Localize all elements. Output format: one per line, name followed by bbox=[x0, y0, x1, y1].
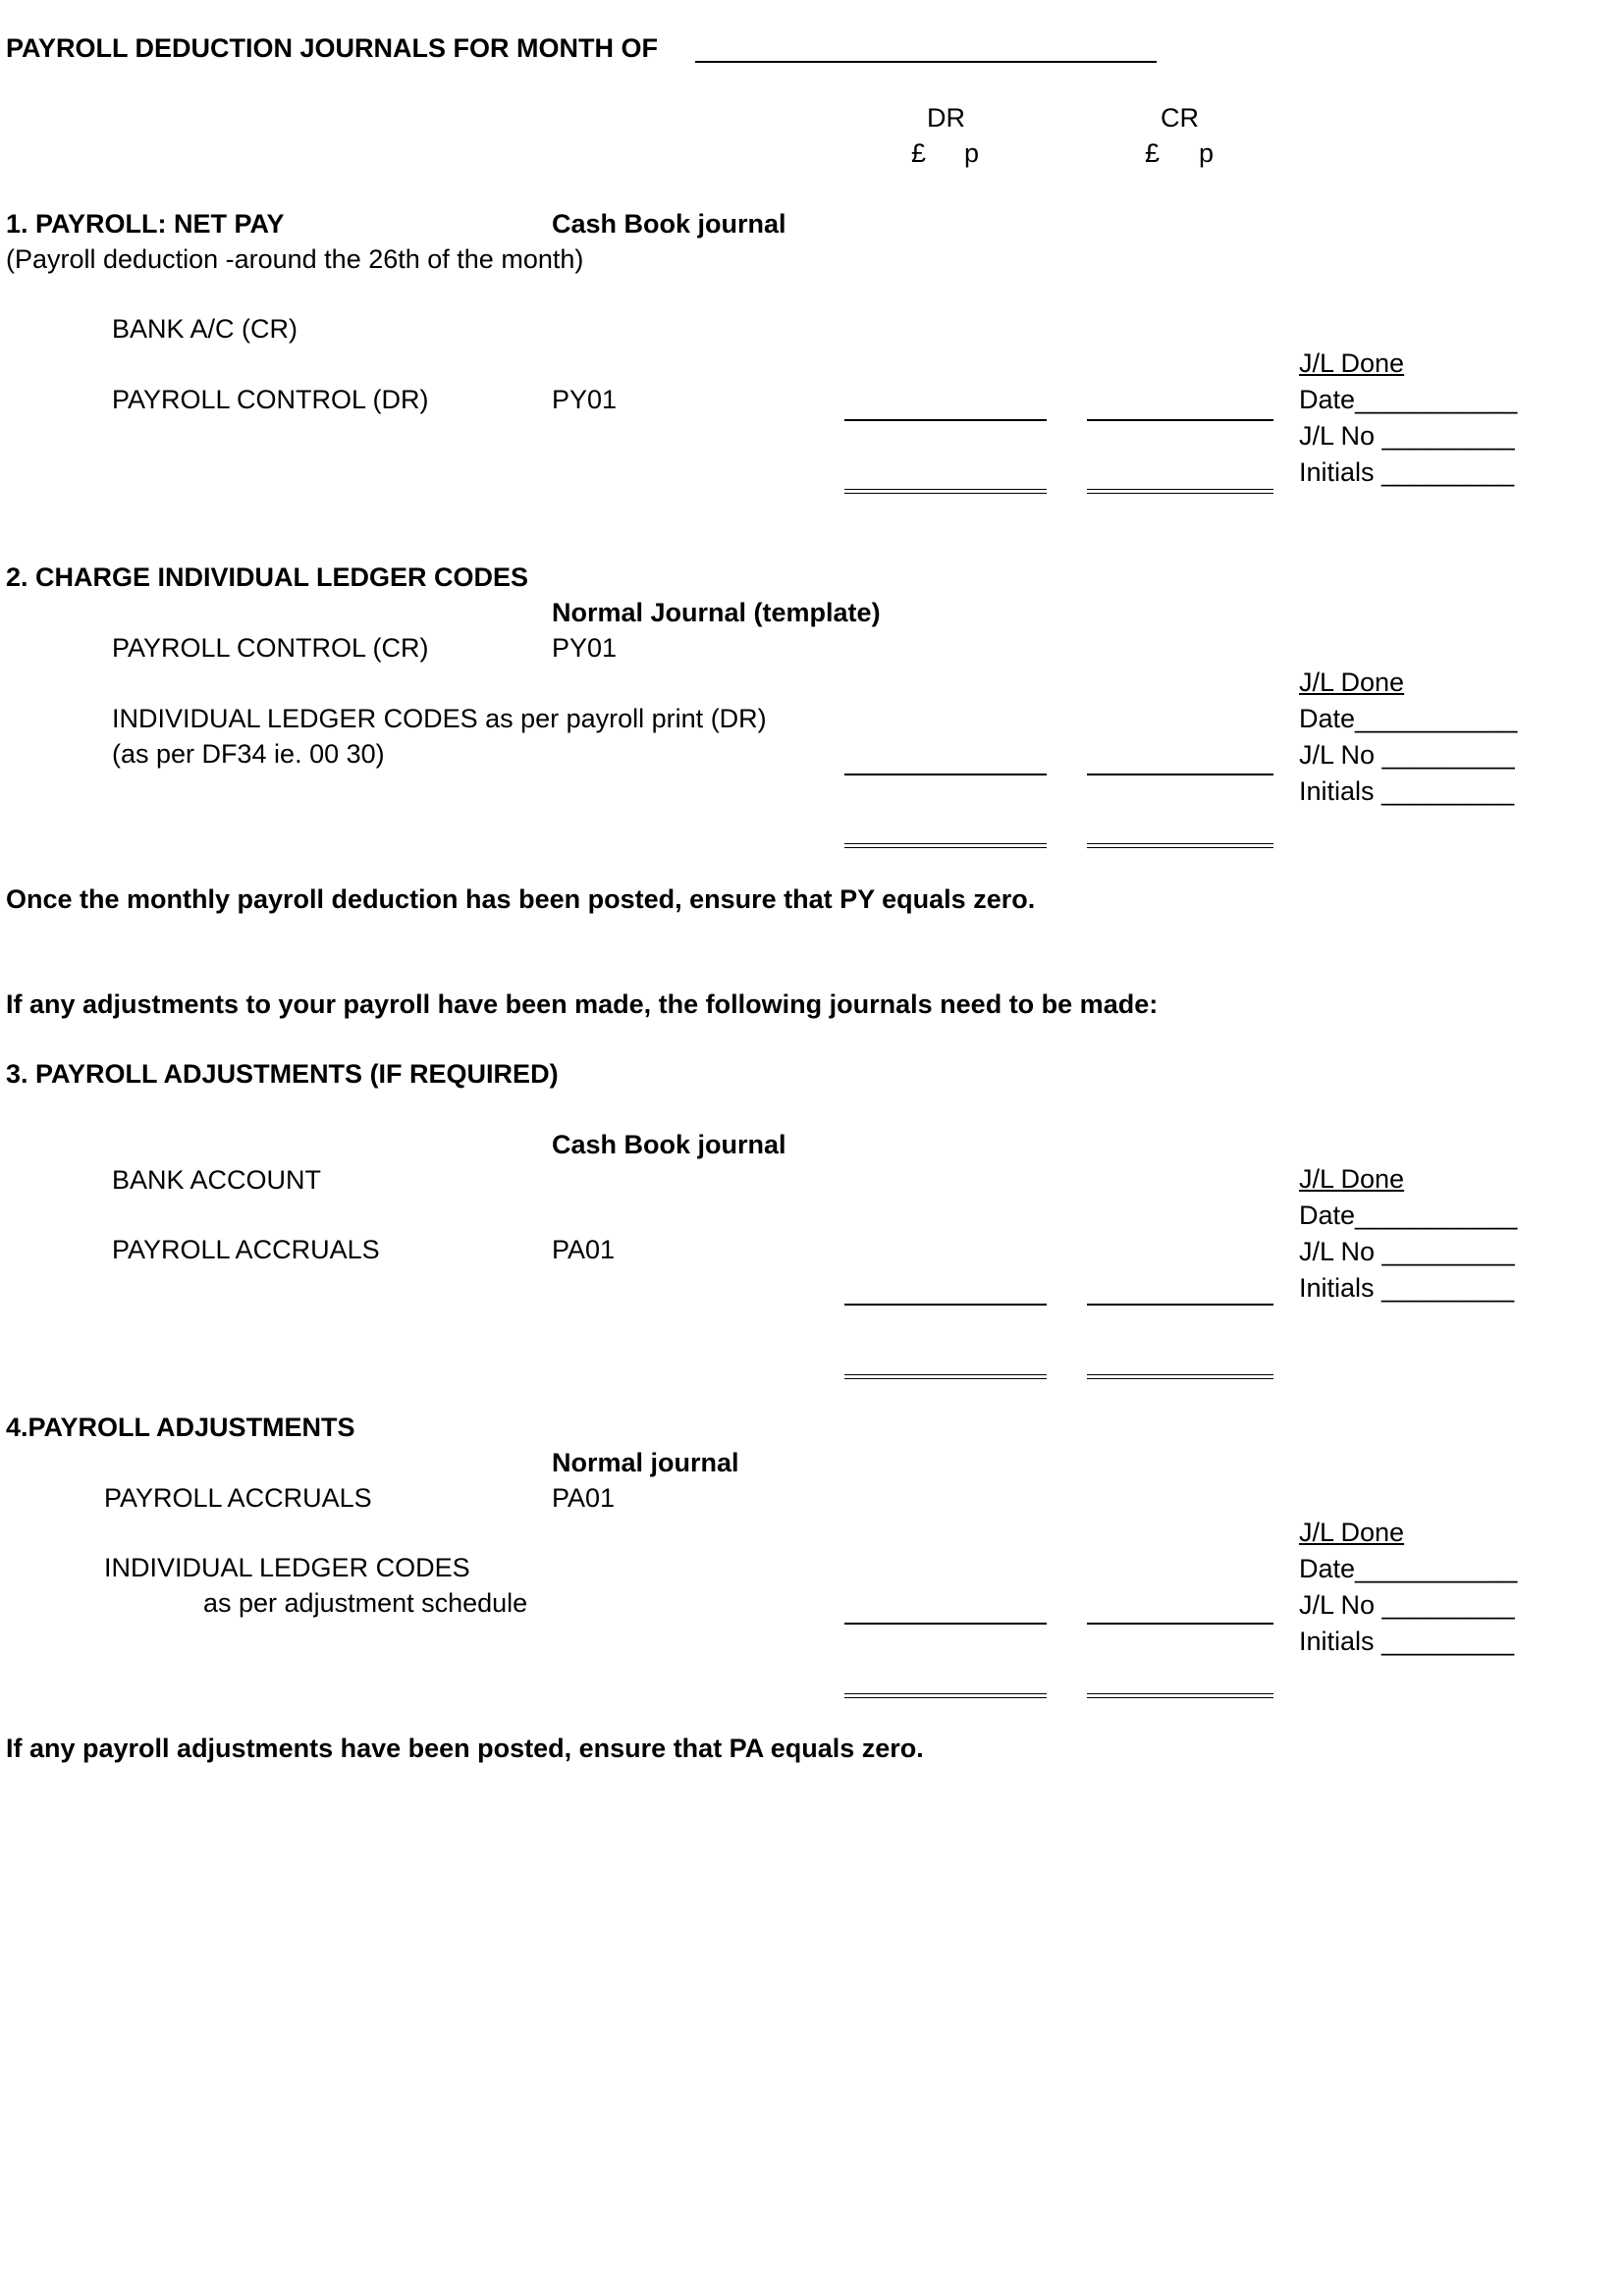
jl-no-field[interactable]: J/L No _________ bbox=[1299, 1237, 1515, 1266]
page-title: PAYROLL DEDUCTION JOURNALS FOR MONTH OF bbox=[6, 33, 659, 63]
section4-heading: 4.PAYROLL ADJUSTMENTS bbox=[6, 1413, 355, 1442]
section2-df34-line: (as per DF34 ie. 00 30) bbox=[112, 739, 385, 769]
section4-code: PA01 bbox=[552, 1483, 616, 1513]
section3-signoff-block bbox=[1299, 1166, 1517, 1311]
note-py-zero: Once the monthly payroll deduction has been posted, ensure that PY equals zero. bbox=[6, 884, 1036, 914]
section4-schedule-line: as per adjustment schedule bbox=[203, 1588, 528, 1618]
initials-field[interactable]: Initials _________ bbox=[1299, 1627, 1515, 1656]
section3-code: PA01 bbox=[552, 1235, 616, 1264]
month-blank-line[interactable] bbox=[695, 61, 1157, 63]
section1-signoff-block bbox=[1299, 350, 1517, 496]
section1-dr-entry-line[interactable] bbox=[844, 419, 1047, 421]
section1-dr-total-line bbox=[844, 489, 1047, 494]
section3-dr-entry-line[interactable] bbox=[844, 1304, 1047, 1306]
initials-field[interactable]: Initials _________ bbox=[1299, 457, 1515, 487]
section1-subheading: (Payroll deduction -around the 26th of the month) bbox=[6, 244, 584, 274]
section1-cr-entry-line[interactable] bbox=[1087, 419, 1273, 421]
cr-pound-label: £ bbox=[1145, 138, 1161, 168]
date-field[interactable]: Date___________ bbox=[1299, 1554, 1518, 1583]
cr-pence-label: p bbox=[1199, 138, 1215, 168]
jl-no-field[interactable]: J/L No _________ bbox=[1299, 421, 1515, 451]
section1-bank-line: BANK A/C (CR) bbox=[112, 314, 298, 344]
section4-signoff-block bbox=[1299, 1520, 1517, 1665]
date-field[interactable]: Date___________ bbox=[1299, 385, 1518, 414]
section2-heading: 2. CHARGE INDIVIDUAL LEDGER CODES bbox=[6, 562, 529, 592]
date-field[interactable]: Date___________ bbox=[1299, 1201, 1518, 1230]
section3-cr-entry-line[interactable] bbox=[1087, 1304, 1273, 1306]
section1-heading: 1. PAYROLL: NET PAY bbox=[6, 209, 285, 239]
jl-no-field[interactable]: J/L No _________ bbox=[1299, 1590, 1515, 1620]
dr-pound-label: £ bbox=[911, 138, 927, 168]
note-adjustments: If any adjustments to your payroll have been made, the following journals need to be made: bbox=[6, 989, 1159, 1019]
initials-field[interactable]: Initials _________ bbox=[1299, 776, 1515, 806]
section4-ledger-codes-line: INDIVIDUAL LEDGER CODES bbox=[104, 1553, 470, 1582]
initials-field[interactable]: Initials _________ bbox=[1299, 1273, 1515, 1303]
section2-dr-entry-line[interactable] bbox=[844, 774, 1047, 775]
section2-code: PY01 bbox=[552, 633, 618, 663]
section2-ledger-codes-line: INDIVIDUAL LEDGER CODES as per payroll print (DR) bbox=[112, 704, 767, 733]
jl-done-label: J/L Done bbox=[1299, 1164, 1405, 1194]
section4-dr-entry-line[interactable] bbox=[844, 1623, 1047, 1625]
section1-cr-total-line bbox=[1087, 489, 1273, 494]
section3-bank-line: BANK ACCOUNT bbox=[112, 1165, 322, 1195]
section3-cr-total-line bbox=[1087, 1374, 1273, 1379]
section4-accruals-line: PAYROLL ACCRUALS bbox=[104, 1483, 372, 1513]
jl-no-field[interactable]: J/L No _________ bbox=[1299, 740, 1515, 770]
section2-dr-total-line bbox=[844, 843, 1047, 848]
dr-column-header: DR bbox=[927, 103, 965, 133]
jl-done-label: J/L Done bbox=[1299, 667, 1405, 697]
note-pa-zero: If any payroll adjustments have been posted, ensure that PA equals zero. bbox=[6, 1734, 924, 1763]
section3-dr-total-line bbox=[844, 1374, 1047, 1379]
section2-journal-type: Normal Journal (template) bbox=[552, 598, 881, 627]
jl-done-label: J/L Done bbox=[1299, 1518, 1405, 1547]
section4-cr-entry-line[interactable] bbox=[1087, 1623, 1273, 1625]
section3-heading: 3. PAYROLL ADJUSTMENTS (IF REQUIRED) bbox=[6, 1059, 559, 1089]
section4-cr-total-line bbox=[1087, 1693, 1273, 1698]
section2-payroll-control-line: PAYROLL CONTROL (CR) bbox=[112, 633, 429, 663]
section2-cr-total-line bbox=[1087, 843, 1273, 848]
section4-dr-total-line bbox=[844, 1693, 1047, 1698]
section4-journal-type: Normal journal bbox=[552, 1448, 739, 1477]
section2-signoff-block bbox=[1299, 669, 1517, 815]
jl-done-label: J/L Done bbox=[1299, 348, 1405, 378]
section1-code: PY01 bbox=[552, 385, 618, 414]
section3-journal-type: Cash Book journal bbox=[552, 1130, 786, 1159]
cr-column-header: CR bbox=[1161, 103, 1199, 133]
section1-payroll-control-line: PAYROLL CONTROL (DR) bbox=[112, 385, 429, 414]
section2-cr-entry-line[interactable] bbox=[1087, 774, 1273, 775]
date-field[interactable]: Date___________ bbox=[1299, 704, 1518, 733]
section3-accruals-line: PAYROLL ACCRUALS bbox=[112, 1235, 380, 1264]
dr-pence-label: p bbox=[964, 138, 980, 168]
section1-journal-type: Cash Book journal bbox=[552, 209, 786, 239]
